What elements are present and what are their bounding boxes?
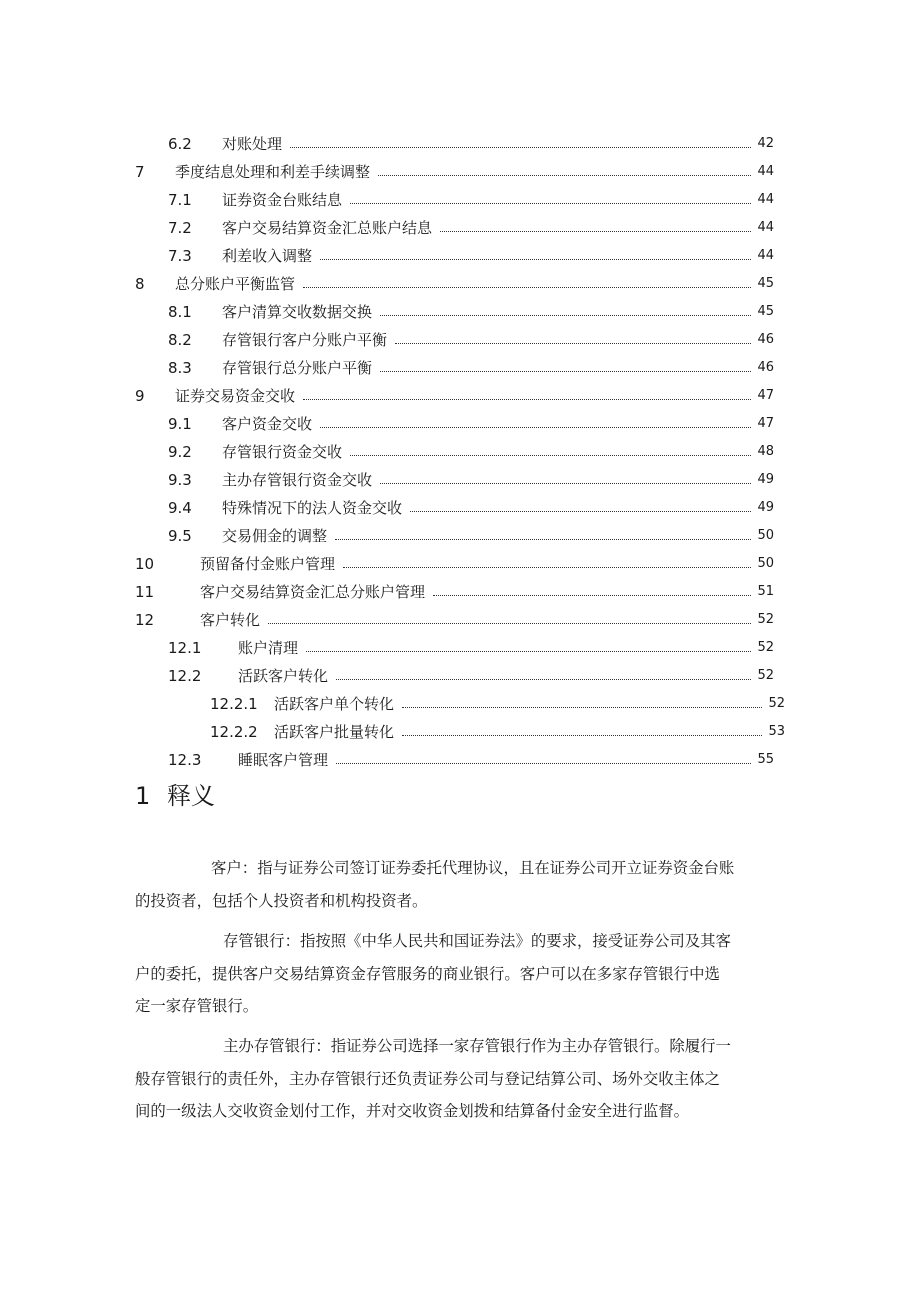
toc-number: 7: [135, 163, 145, 181]
toc-title: 客户交易结算资金汇总账户结息: [222, 219, 433, 237]
toc-entry[interactable]: [168, 635, 774, 657]
toc-title: 存管银行总分账户平衡: [222, 359, 373, 377]
toc-leader-dots: [303, 399, 751, 400]
toc-entry[interactable]: [168, 411, 774, 433]
toc-entry[interactable]: [135, 551, 774, 573]
toc-page-number: 42: [757, 136, 774, 151]
toc-entry[interactable]: [168, 495, 774, 517]
toc-number: 12: [135, 611, 155, 629]
toc-title: 活跃客户单个转化: [274, 695, 395, 713]
toc-number: 12.2: [168, 667, 202, 685]
toc-entry[interactable]: [168, 327, 774, 349]
toc-page-number: 46: [757, 360, 774, 375]
toc-page-number: 49: [757, 500, 774, 515]
toc-entry[interactable]: [168, 215, 774, 237]
section-heading: [135, 780, 215, 812]
toc-entry[interactable]: [210, 719, 785, 741]
toc-title: 交易佣金的调整: [222, 527, 328, 545]
toc-number: 7.1: [168, 191, 192, 209]
toc-page-number: 50: [757, 556, 774, 571]
toc-page-number: 55: [757, 752, 774, 767]
definition-paragraph: [135, 1030, 735, 1128]
toc-title: 活跃客户批量转化: [274, 723, 395, 741]
toc-title: 客户转化: [200, 611, 261, 629]
toc-entry[interactable]: [135, 159, 774, 181]
toc-number: 9: [135, 387, 145, 405]
toc-page-number: 49: [757, 472, 774, 487]
toc-number: 12.1: [168, 639, 202, 657]
definition-term: 客户: [211, 859, 242, 877]
toc-number: 12.2.1: [210, 695, 258, 713]
definition-paragraph: [135, 925, 735, 1023]
toc-leader-dots: [378, 175, 751, 176]
toc-title: 预留备付金账户管理: [200, 555, 336, 573]
toc-leader-dots: [336, 763, 751, 764]
toc-title: 客户资金交收: [222, 415, 313, 433]
toc-leader-dots: [320, 259, 751, 260]
toc-leader-dots: [350, 203, 751, 204]
toc-page-number: 50: [757, 528, 774, 543]
toc-entry[interactable]: [168, 439, 774, 461]
toc-leader-dots: [303, 287, 751, 288]
toc-title: 证券资金台账结息: [222, 191, 343, 209]
toc-title: 存管银行客户分账户平衡: [222, 331, 388, 349]
definition-text: ：指与证券公司签订证券委托代理协议，且在证券公司开立证券资金台账的投资者，包括个人投资者和机构投资者。: [135, 859, 735, 910]
toc-leader-dots: [433, 595, 751, 596]
toc-page-number: 44: [757, 220, 774, 235]
definition-term: 存管银行: [223, 932, 285, 950]
toc-number: 9.5: [168, 527, 192, 545]
toc-title: 活跃客户转化: [238, 667, 329, 685]
toc-page-number: 45: [757, 276, 774, 291]
toc-page-number: 45: [757, 304, 774, 319]
toc-leader-dots: [380, 315, 751, 316]
section-title: 释义: [167, 782, 215, 810]
toc-number: 8.2: [168, 331, 192, 349]
toc-number: 9.2: [168, 443, 192, 461]
toc-number: 6.2: [168, 135, 192, 153]
toc-title: 证券交易资金交收: [175, 387, 296, 405]
toc-title: 存管银行资金交收: [222, 443, 343, 461]
toc-title: 主办存管银行资金交收: [222, 471, 373, 489]
toc-number: 8.1: [168, 303, 192, 321]
toc-page-number: 44: [757, 248, 774, 263]
toc-page-number: 52: [757, 640, 774, 655]
toc-page-number: 44: [757, 192, 774, 207]
toc-entry[interactable]: [168, 243, 774, 265]
toc-number: 11: [135, 583, 155, 601]
toc-entry[interactable]: [168, 467, 774, 489]
toc-entry[interactable]: [168, 299, 774, 321]
toc-entry[interactable]: [168, 663, 774, 685]
toc-title: 账户清理: [238, 639, 299, 657]
toc-entry[interactable]: [168, 747, 774, 769]
toc-leader-dots: [306, 651, 751, 652]
toc-title: 客户交易结算资金汇总分账户管理: [200, 583, 426, 601]
toc-entry[interactable]: [135, 579, 774, 601]
toc-leader-dots: [343, 567, 751, 568]
toc-leader-dots: [380, 483, 751, 484]
toc-number: 7.3: [168, 247, 192, 265]
toc-leader-dots: [395, 343, 751, 344]
toc-number: 9.1: [168, 415, 192, 433]
definition-paragraph: [135, 852, 735, 917]
toc-title: 季度结息处理和利差手续调整: [175, 163, 371, 181]
toc-leader-dots: [335, 539, 751, 540]
toc-page-number: 51: [757, 584, 774, 599]
toc-leader-dots: [402, 735, 762, 736]
toc-number: 9.4: [168, 499, 192, 517]
toc-title: 睡眠客户管理: [238, 751, 329, 769]
toc-number: 9.3: [168, 471, 192, 489]
toc-title: 客户清算交收数据交换: [222, 303, 373, 321]
toc-leader-dots: [350, 455, 751, 456]
toc-entry[interactable]: [168, 131, 774, 153]
toc-page-number: 53: [768, 724, 785, 739]
toc-number: 8: [135, 275, 145, 293]
section-number: 1: [135, 782, 151, 810]
definition-text: ：指证券公司选择一家存管银行作为主办存管银行。除履行一般存管银行的责任外，主办存管银行还负责证券公司与登记结算公司、场外交收主体之间的一级法人交收资金划付工作，并对交收资金划拨和结算备付金安全进行监督。: [135, 1037, 731, 1120]
toc-leader-dots: [410, 511, 751, 512]
toc-leader-dots: [290, 147, 751, 148]
toc-entry[interactable]: [168, 187, 774, 209]
toc-leader-dots: [268, 623, 751, 624]
toc-page-number: 47: [757, 416, 774, 431]
toc-number: 8.3: [168, 359, 192, 377]
toc-number: 12.2.2: [210, 723, 258, 741]
toc-page-number: 52: [757, 612, 774, 627]
toc-entry[interactable]: [135, 383, 774, 405]
toc-page-number: 47: [757, 388, 774, 403]
toc-leader-dots: [402, 707, 762, 708]
toc-entry[interactable]: [168, 523, 774, 545]
toc-number: 7.2: [168, 219, 192, 237]
toc-title: 对账处理: [222, 135, 283, 153]
toc-page-number: 52: [757, 668, 774, 683]
toc-page-number: 48: [757, 444, 774, 459]
toc-title: 总分账户平衡监管: [175, 275, 296, 293]
definition-text: ：指按照《中华人民共和国证券法》的要求，接受证券公司及其客户的委托，提供客户交易结算资金存管服务的商业银行。客户可以在多家存管银行中选定一家存管银行。: [135, 932, 731, 1015]
toc-number: 10: [135, 555, 155, 573]
toc-leader-dots: [320, 427, 751, 428]
toc-leader-dots: [440, 231, 751, 232]
toc-page-number: 52: [768, 696, 785, 711]
definition-term: 主办存管银行: [223, 1037, 316, 1055]
toc-page-number: 44: [757, 164, 774, 179]
toc-page-number: 46: [757, 332, 774, 347]
toc-entry[interactable]: [210, 691, 785, 713]
toc-entry[interactable]: [135, 607, 774, 629]
toc-title: 利差收入调整: [222, 247, 313, 265]
toc-entry[interactable]: [135, 271, 774, 293]
toc-title: 特殊情况下的法人资金交收: [222, 499, 403, 517]
toc-number: 12.3: [168, 751, 202, 769]
toc-leader-dots: [380, 371, 751, 372]
toc-entry[interactable]: [168, 355, 774, 377]
toc-leader-dots: [336, 679, 751, 680]
